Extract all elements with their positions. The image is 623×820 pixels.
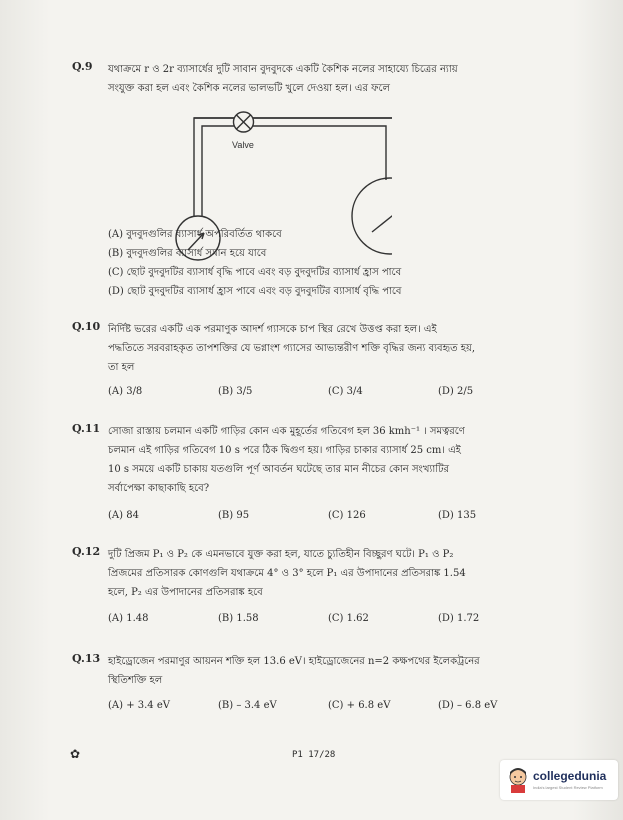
option-list bbox=[108, 386, 562, 402]
question-line: হাইড্রোজেন পরমাণুর আয়নন শক্তি হল 13.6 eV। হাইড্রোজেনের n=2 কক্ষপথের ইলেকট্রনের bbox=[108, 656, 480, 667]
option-c: (C) 1.62 bbox=[328, 613, 369, 624]
option-c: (C) 126 bbox=[328, 510, 366, 521]
page-number: P1 17/28 bbox=[292, 750, 336, 760]
question-line: সোজা রাস্তায় চলমান একটি গাড়ির কোন এক মুহূর্তের গতিবেগ হল 36 kmh⁻¹ । সমত্বরণে bbox=[108, 426, 465, 437]
option-b: (B) 3/5 bbox=[218, 386, 253, 397]
question-line: পদ্ধতিতে সরবরাহকৃত তাপশক্তির যে ভগ্নাংশ গ্যাসের আভ্যন্তরীণ শক্তি বৃদ্ধির জন্য ব্যবহৃত হয়, bbox=[108, 343, 476, 354]
question-text bbox=[108, 422, 562, 498]
option-c: (C) + 6.8 eV bbox=[328, 700, 391, 711]
option-c: (C) ছোট বুদবুদটির ব্যাসার্ধ বৃদ্ধি পাবে এবং বড় বুদবুদটির ব্যাসার্ধ হ্রাস পাবে bbox=[108, 267, 402, 278]
option-c: (C) 3/4 bbox=[328, 386, 363, 397]
question-line: সংযুক্ত করা হল এবং কৈশিক নলের ভালভটি খুলে দেওয়া হল। এর ফলে bbox=[108, 83, 390, 94]
option-list bbox=[108, 225, 562, 301]
logo-text: collegedunia bbox=[533, 769, 607, 783]
question-line: সর্বাপেক্ষা কাছাকাছি হবে? bbox=[108, 483, 210, 494]
question-text bbox=[108, 60, 562, 98]
question-12 bbox=[72, 545, 562, 635]
option-a: (A) 3/8 bbox=[108, 386, 143, 397]
question-line: স্থিতিশক্তি হল bbox=[108, 675, 163, 686]
question-text bbox=[108, 545, 562, 602]
question-11 bbox=[72, 422, 562, 532]
option-b: (B) 1.58 bbox=[218, 613, 259, 624]
question-line: যথাক্রমে r ও 2r ব্যাসার্ধের দুটি সাবান বুদবুদকে একটি কৈশিক নলের সাহায্যে চিত্রের ন্যায় bbox=[108, 64, 458, 75]
question-number: Q.11 bbox=[72, 422, 101, 435]
option-a: (A) 84 bbox=[108, 510, 139, 521]
option-d: (D) – 6.8 eV bbox=[438, 700, 498, 711]
settings-gear-mark: ✿ bbox=[70, 747, 81, 761]
option-d: (D) ছোট বুদবুদটির ব্যাসার্ধ হ্রাস পাবে এবং বড় বুদবুদটির ব্যাসার্ধ বৃদ্ধি পাবে bbox=[108, 286, 402, 297]
option-d: (D) 1.72 bbox=[438, 613, 480, 624]
mascot-icon bbox=[506, 767, 530, 793]
question-number: Q.10 bbox=[72, 320, 101, 333]
valve-label: Valve bbox=[232, 140, 254, 150]
option-d: (D) 135 bbox=[438, 510, 477, 521]
option-b: (B) 95 bbox=[218, 510, 250, 521]
question-number: Q.13 bbox=[72, 652, 101, 665]
question-line: তা হল bbox=[108, 362, 135, 373]
option-a: (A) 1.48 bbox=[108, 613, 149, 624]
option-a: (A) বুদবুদগুলির ব্যাসার্ধ অপরিবর্তিত থাকবে bbox=[108, 229, 282, 240]
option-d: (D) 2/5 bbox=[438, 386, 474, 397]
question-text bbox=[108, 320, 562, 377]
question-10 bbox=[72, 320, 562, 410]
option-b: (B) বুদবুদগুলির ব্যাসার্ধ সমান হয়ে যাবে bbox=[108, 248, 267, 259]
option-b: (B) – 3.4 eV bbox=[218, 700, 277, 711]
option-list bbox=[108, 510, 562, 526]
question-line: নির্দিষ্ট ভরের একটি এক পরমাণুক আদর্শ গ্যাসকে চাপ স্থির রেখে উত্তপ্ত করা হল। এই bbox=[108, 324, 437, 335]
option-list bbox=[108, 613, 562, 629]
question-line: দুটি প্রিজম P₁ ও P₂ কে এমনভাবে যুক্ত করা হল, যাতে চ্যুতিহীন বিচ্ছুরণ ঘটে। P₁ ও P₂ bbox=[108, 549, 454, 560]
question-number: Q.12 bbox=[72, 545, 101, 558]
question-line: প্রিজমের প্রতিসারক কোণগুলি যথাক্রমে 4° ও 3° হলে P₁ এর উপাদানের প্রতিসরাঙ্ক 1.54 bbox=[108, 568, 466, 579]
question-line: 10 s সময়ে একটি চাকায় যতগুলি পূর্ণ আবর্তন ঘটেছে তার মান নীচের কোন সংখ্যাটির bbox=[108, 464, 450, 475]
option-a: (A) + 3.4 eV bbox=[108, 700, 170, 711]
option-list bbox=[108, 700, 562, 716]
question-13 bbox=[72, 652, 562, 722]
question-9 bbox=[72, 60, 562, 300]
collegedunia-logo bbox=[500, 760, 618, 800]
logo-tagline: India's largest Student Review Platform bbox=[533, 785, 603, 790]
question-number: Q.9 bbox=[72, 60, 93, 73]
question-line: হলে, P₂ এর উপাদানের প্রতিসরাঙ্ক হবে bbox=[108, 587, 263, 598]
question-line: চলমান এই গাড়ির গতিবেগ 10 s পরে ঠিক দ্বিগুণ হয়। গাড়ির চাকার ব্যাসার্ধ 25 cm। এই bbox=[108, 445, 461, 456]
question-text bbox=[108, 652, 562, 690]
